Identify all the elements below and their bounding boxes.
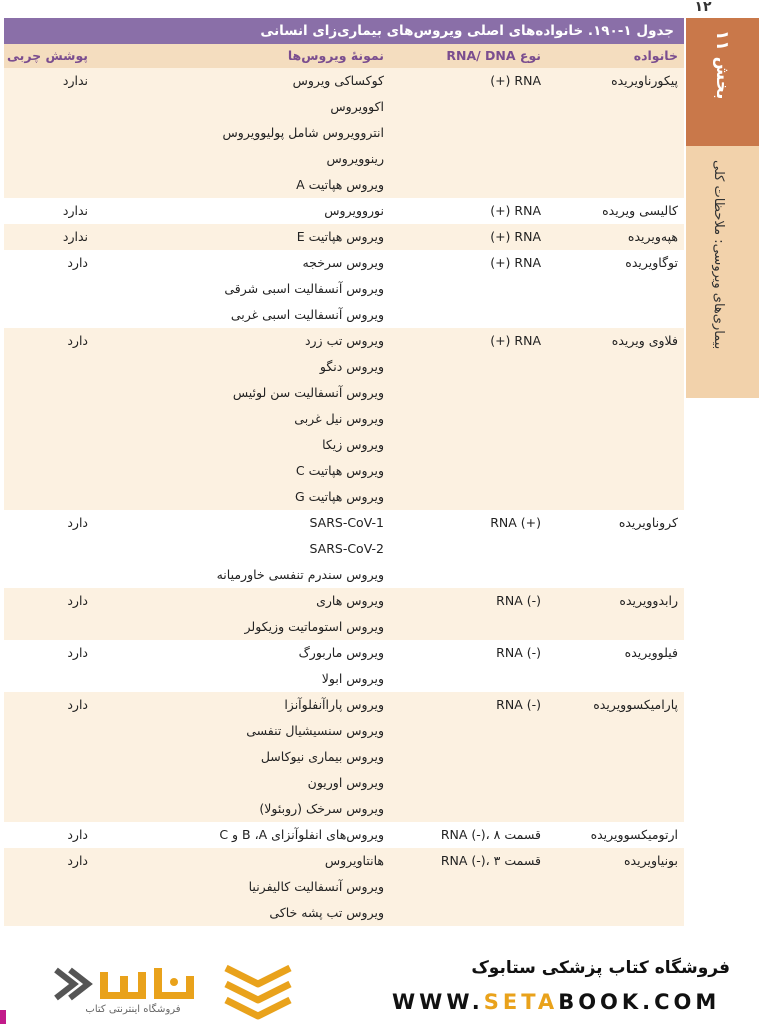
cell-genome: (+) RNA <box>490 229 541 244</box>
cell-genome: RNA (-) <box>496 697 541 712</box>
cell-examples <box>96 588 390 640</box>
cell-examples <box>96 68 390 198</box>
virus-example: ویروس استوماتیت وزیکولر <box>244 619 384 634</box>
url-brand: SETA <box>483 990 559 1014</box>
virus-example: ویروس‌های انفلوآنزای B ،A و C <box>219 827 384 842</box>
chapter-subtitle: بیماری‌های ویروسی: ملاحظات کلی <box>711 160 726 350</box>
virus-example: رینوویروس <box>326 151 384 166</box>
cell-examples <box>96 224 390 250</box>
virus-example: ویروس سرخک (روبئولا) <box>259 801 384 816</box>
cell-genome: RNA (-) <box>496 593 541 608</box>
table-header <box>4 44 684 68</box>
table-row <box>4 328 684 510</box>
cell-family: کروناویریده <box>618 515 678 530</box>
store-url[interactable] <box>392 990 720 1014</box>
corner-mark <box>0 1010 6 1024</box>
cell-genome: RNA (-) <box>496 645 541 660</box>
virus-example: ویروس هاری <box>316 593 384 608</box>
virus-example: ویروس سندرم تنفسی خاورمیانه <box>216 567 384 582</box>
virus-example: ویروس دنگو <box>319 359 384 374</box>
table-body <box>4 68 684 926</box>
cell-family: فلاوی ویریده <box>611 333 678 348</box>
virus-example: ویروس اوریون <box>307 775 384 790</box>
virus-example: ویروس زیکا <box>322 437 384 452</box>
virus-example: ویروس آنسفالیت اسبی شرقی <box>224 281 384 296</box>
logo-caption: فروشگاه اینترنتی کتاب <box>85 1004 181 1015</box>
virus-example: نوروویروس <box>324 203 384 218</box>
url-suffix: BOOK.COM <box>558 990 721 1014</box>
store-name: فروشگاه کتاب پزشکی ستابوک <box>471 958 730 978</box>
virus-example: اکوویروس <box>330 99 384 114</box>
cell-genome: (+) RNA <box>490 203 541 218</box>
table-row <box>4 510 684 588</box>
cell-envelope: دارد <box>67 255 88 270</box>
virus-example: ویروس تب زرد <box>304 333 384 348</box>
table-row <box>4 588 684 640</box>
cell-examples <box>96 822 390 848</box>
url-prefix: WWW. <box>392 990 484 1014</box>
cell-family: ارتومیکسوویریده <box>590 827 678 842</box>
table-title: جدول ۱-۱۹۰. خانواده‌های اصلی ویروس‌های بیماری‌زای انسانی <box>4 18 684 44</box>
cell-envelope: دارد <box>67 333 88 348</box>
cell-family: فیلوویریده <box>624 645 678 660</box>
virus-example: ویروس پاراآنفلوآنزا <box>284 697 384 712</box>
table-row <box>4 822 684 848</box>
header-family: خانواده <box>633 48 678 63</box>
page-number: ۱۲ <box>694 0 712 15</box>
cell-envelope: دارد <box>67 645 88 660</box>
virus-example: ویروس هپاتیت G <box>294 489 384 504</box>
cell-family: پارامیکسوویریده <box>593 697 678 712</box>
virus-example: ویروس تب پشه خاکی <box>269 905 384 920</box>
cell-examples <box>96 640 390 692</box>
virus-example: هانتاویروس <box>324 853 384 868</box>
cell-family: توگاویریده <box>625 255 678 270</box>
virus-example: ویروس سنسیشیال تنفسی <box>246 723 384 738</box>
cell-family: بونیاویریده <box>624 853 678 868</box>
table-row <box>4 68 684 198</box>
cell-family: پیکورناویریده <box>611 73 678 88</box>
cell-envelope: ندارد <box>62 229 88 244</box>
table-row <box>4 198 684 224</box>
cell-envelope: دارد <box>67 515 88 530</box>
cell-envelope: دارد <box>67 593 88 608</box>
table-row <box>4 692 684 822</box>
table-row <box>4 640 684 692</box>
chapter-label: بخش ۱۱ <box>712 30 732 100</box>
virus-example: انتروویروس شامل پولیوویروس <box>222 125 384 140</box>
cell-envelope: ندارد <box>62 73 88 88</box>
table-row <box>4 848 684 926</box>
cell-genome: (+) RNA <box>490 73 541 88</box>
virus-example: ویروس هپاتیت A <box>296 177 384 192</box>
cell-envelope: دارد <box>67 853 88 868</box>
cell-examples <box>96 848 390 926</box>
cell-examples <box>96 250 390 328</box>
table-row <box>4 250 684 328</box>
virus-example: ویروس آنسفالیت سن لوئیس <box>232 385 384 400</box>
logo-chevrons-icon <box>222 962 294 1020</box>
cell-genome: RNA (-)، ۳ قسمت <box>440 853 541 868</box>
virus-example: ویروس آنسفالیت اسبی غربی <box>230 307 384 322</box>
virus-example: ویروس نیل غربی <box>294 411 384 426</box>
cell-family: هپه‌ویریده <box>627 229 678 244</box>
virus-example: ویروس سرخجه <box>302 255 384 270</box>
virus-example: ویروس بیماری نیوکاسل <box>260 749 384 764</box>
cell-genome: RNA (+) <box>490 515 541 530</box>
virus-example: ویروس آنسفالیت کالیفرنیا <box>248 879 384 894</box>
header-genome: نوع RNA/ DNA <box>446 48 541 63</box>
cell-family: رابدوویریده <box>619 593 678 608</box>
virus-example: SARS-CoV-1 <box>309 515 384 530</box>
cell-examples <box>96 692 390 822</box>
cell-examples <box>96 198 390 224</box>
cell-envelope: ندارد <box>62 203 88 218</box>
virus-example: ویروس هپاتیت C <box>295 463 384 478</box>
cell-envelope: دارد <box>67 697 88 712</box>
virus-example: ویروس ابولا <box>321 671 384 686</box>
virus-families-table <box>4 18 684 926</box>
cell-envelope: دارد <box>67 827 88 842</box>
virus-example: ویروس هپاتیت E <box>296 229 384 244</box>
virus-example: SARS-CoV-2 <box>309 541 384 556</box>
virus-example: کوکساکی ویروس <box>292 73 384 88</box>
virus-example: ویروس ماربورگ <box>298 645 384 660</box>
cell-family: کالیسی ویریده <box>602 203 678 218</box>
cell-examples <box>96 328 390 510</box>
cell-genome: (+) RNA <box>490 255 541 270</box>
cell-genome: (+) RNA <box>490 333 541 348</box>
header-examples: نمونهٔ ویروس‌ها <box>287 48 384 63</box>
cell-genome: RNA (-)، ۸ قسمت <box>440 827 541 842</box>
header-envelope: پوشش چربی <box>7 48 88 63</box>
cell-examples <box>96 510 390 588</box>
table-row <box>4 224 684 250</box>
